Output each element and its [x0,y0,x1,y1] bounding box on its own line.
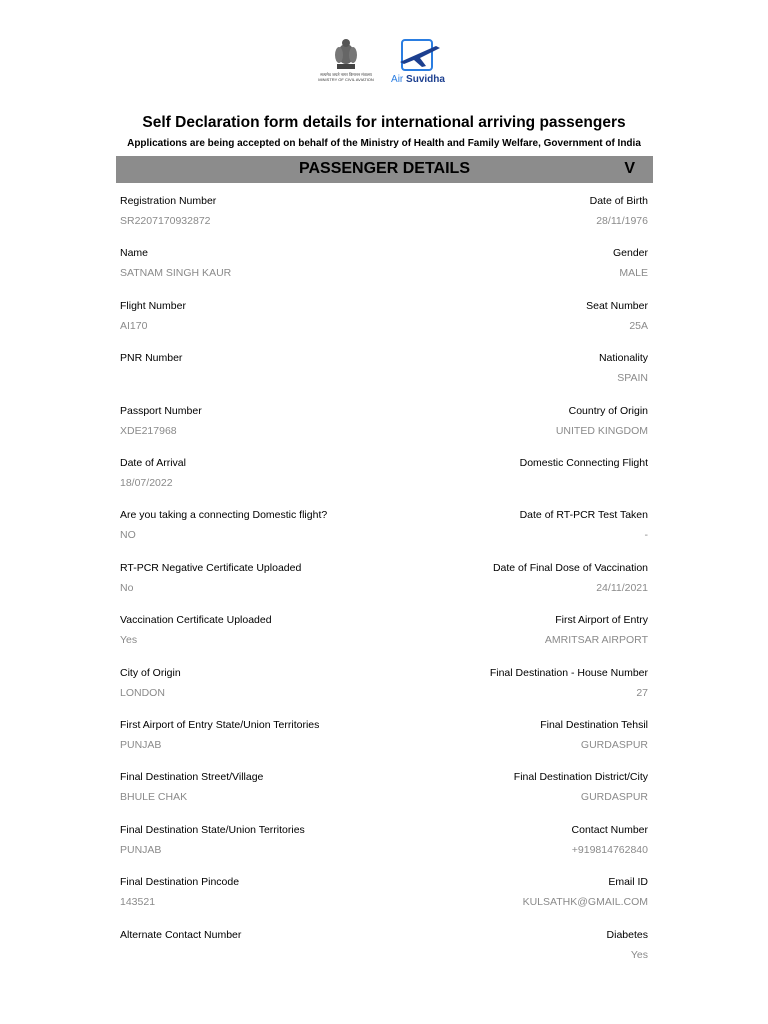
field-label: Alternate Contact Number [120,928,242,941]
field-right [348,300,648,332]
field-right [348,509,648,541]
field-right [348,352,648,384]
field-value: 18/07/2022 [120,477,173,489]
field-value: XDE217968 [120,424,177,437]
field-label: Passport Number [120,404,202,417]
field-value: BHULE CHAK [120,791,188,804]
field-label: Domestic Connecting Flight [519,457,648,469]
field-value: AI170 [120,319,148,332]
field-value: KULSATHK@GMAIL.COM [522,896,648,909]
field-label: Country of Origin [568,404,648,417]
section-title: PASSENGER DETAILS [299,160,470,177]
field-right [348,405,648,437]
field-right [348,614,648,646]
field-label: Final Destination - House Number [489,666,648,679]
field-right [348,876,648,908]
field-label: Date of Arrival [120,457,186,469]
field-label: RT-PCR Negative Certificate Uploaded [120,561,302,574]
field-value: 143521 [120,896,156,909]
field-value: NO [120,529,136,542]
page-title: Self Declaration form details for international arriving passengers [142,114,626,131]
field-value: SATNAM SINGH KAUR [120,267,232,280]
field-label: PNR Number [120,352,183,365]
field-value: Yes [630,948,648,961]
field-value: LONDON [120,686,165,699]
field-value: 28/11/1976 [596,215,648,227]
field-value: SR2207170932872 [120,215,211,227]
field-label: Diabetes [606,928,648,941]
field-value: PUNJAB [120,739,162,751]
field-value: GURDASPUR [580,739,648,751]
field-label: Vaccination Certificate Uploaded [120,614,272,627]
field-label: Final Destination Street/Village [120,771,264,784]
field-right [348,195,648,227]
field-label: Seat Number [586,299,648,312]
field-right [348,457,648,489]
field-value: MALE [619,267,648,280]
field-right [348,824,648,856]
field-value: +919814762840 [571,843,648,856]
airplane-icon [386,36,450,74]
field-right [348,667,648,699]
section-marker: V [624,160,635,177]
field-label: Contact Number [571,823,648,836]
field-label: First Airport of Entry State/Union Territories [120,719,320,731]
field-value: Yes [120,634,138,647]
emblem-caption: सत्यमेव जयते नागर विमानन मंत्रालय MINISTRY OF CIVIL AVIATION [318,72,374,82]
field-label: First Airport of Entry [555,614,648,627]
field-right [348,771,648,803]
field-label: Final Destination Tehsil [540,719,648,731]
field-label: Nationality [598,352,648,365]
field-label: Date of Birth [589,195,648,207]
field-right [348,719,648,751]
section-banner [116,156,653,183]
ministry-emblem-logo [317,34,375,86]
field-value: 25A [629,319,648,332]
field-label: Date of RT-PCR Test Taken [519,509,648,522]
field-value: PUNJAB [120,843,162,856]
air-suvidha-wordmark: Air Suvidha [391,74,445,85]
field-value: 24/11/2021 [596,581,648,594]
field-label: Are you taking a connecting Domestic flight? [120,509,328,522]
field-right [348,562,648,594]
field-value: AMRITSAR AIRPORT [544,634,648,647]
field-value: 27 [636,686,648,699]
field-value: SPAIN [617,372,648,385]
page-subtitle: Applications are being accepted on behalf of the Ministry of Health and Family Welfare, Government of India [127,138,641,149]
field-right [348,247,648,279]
ashoka-emblem-icon [317,34,375,72]
header-logos [0,34,768,88]
field-label: Date of Final Dose of Vaccination [492,561,648,574]
field-label: Final Destination Pincode [120,876,240,889]
field-label: Gender [612,247,648,260]
field-label: City of Origin [120,666,181,679]
field-label: Final Destination District/City [513,771,648,784]
field-label: Name [120,247,149,260]
field-value [348,477,648,489]
field-value: UNITED KINGDOM [555,424,648,437]
field-value: GURDASPUR [580,791,648,804]
field-label: Flight Number [120,299,186,312]
air-suvidha-logo [386,36,450,88]
field-label: Email ID [608,876,648,889]
field-value: No [120,581,134,594]
field-label: Final Destination State/Union Territories [120,823,305,836]
field-value: - [644,529,648,542]
field-right [348,929,648,961]
field-label: Registration Number [120,195,217,207]
